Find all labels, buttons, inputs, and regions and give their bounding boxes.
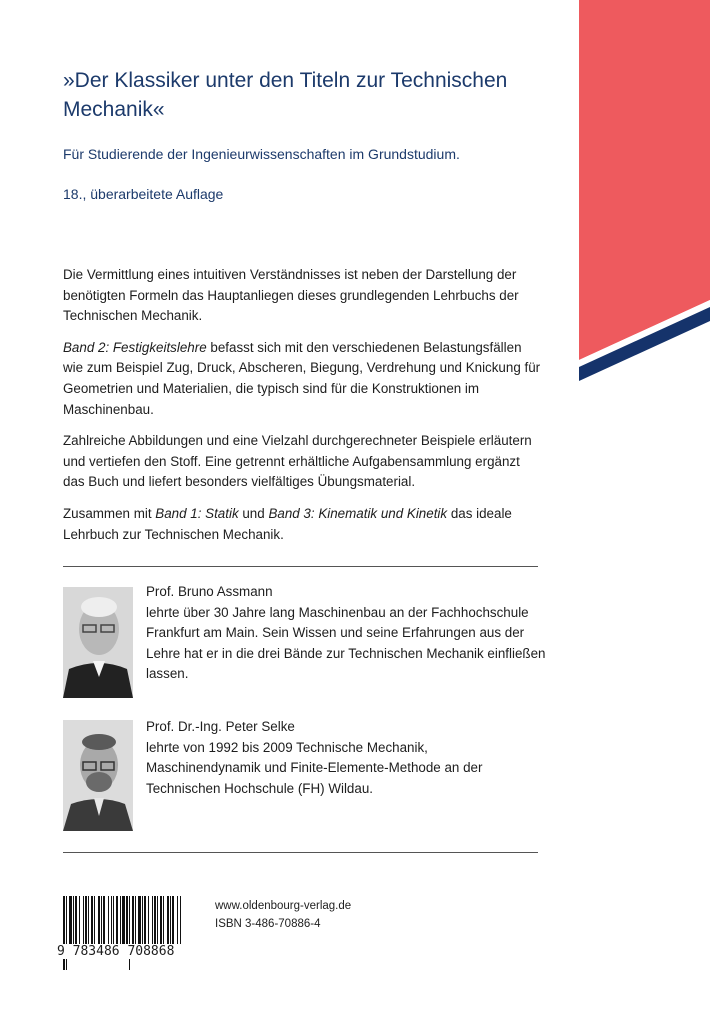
edition-line: 18., überarbeitete Auflage (63, 186, 224, 202)
description (63, 265, 543, 556)
audience-line: Für Studierende der Ingenieurwissenschaften im Grundstudium. (63, 146, 460, 162)
volume-1-title: Band 1: Statik (155, 505, 239, 521)
divider-top (63, 566, 538, 567)
author-photo-selke (63, 720, 133, 831)
publisher-info (215, 897, 351, 933)
isbn-number: ISBN 3-486-70886-4 (215, 918, 321, 930)
publisher-website-link[interactable]: www.oldenbourg-verlag.de (215, 900, 352, 912)
cover-color-band (579, 0, 710, 400)
author-bio-selke (146, 717, 546, 799)
barcode-digits: 9 783486 708868 (57, 944, 187, 959)
description-paragraph-3: Zahlreiche Abbildungen und eine Vielzahl durchgerechneter Beispiele erläutern und vertiefen den Stoff. Eine getrennt erhältliche Aufgabensammlung ergänzt das Buch und liefert besonders vielfältiges Übungsmaterial. (63, 433, 532, 490)
author-text-assmann: lehrte über 30 Jahre lang Maschinenbau an der Fachhochschule Frankfurt am Main. Sein Wissen und seine Erfahrungen aus der Lehre hat er in die drei Bände zur Technischen Mechanik einfließen lassen. (146, 604, 546, 682)
author-photo-assmann (63, 587, 133, 698)
divider-bottom (63, 852, 538, 853)
author-name-assmann: Prof. Bruno Assmann (146, 584, 273, 599)
author-bio-assmann (146, 582, 546, 685)
volume-2-title: Band 2: Festigkeitslehre (63, 339, 207, 355)
description-paragraph-1: Die Vermittlung eines intuitiven Verständnisses ist neben der Darstellung der benötigten Formeln das Hauptanliegen dieses grundlegenden Lehrbuchs der Technischen Mechanik. (63, 267, 519, 324)
author-name-selke: Prof. Dr.-Ing. Peter Selke (146, 719, 295, 734)
author-text-selke: lehrte von 1992 bis 2009 Technische Mechanik, Maschinendynamik und Finite-Elemente-Methode an der Technischen Hochschule (FH) Wildau. (146, 739, 483, 796)
description-paragraph-2: Band 2: Festigkeitslehre befasst sich mit den verschiedenen Belastungsfällen wie zum Beispiel Zug, Druck, Abscheren, Biegung, Verdrehung und Knickung für Geometrien und Materialien, die typisch sind für die Konstruktionen im Maschinenbau. (63, 339, 541, 417)
volume-3-title: Band 3: Kinematik und Kinetik (268, 505, 448, 521)
description-paragraph-4: Zusammen mit Band 1: Statik und Band 3: Kinematik und Kinetik das ideale Lehrbuch zur Technischen Mechanik. (63, 505, 512, 542)
book-tagline: »Der Klassiker unter den Titeln zur Technischen Mechanik« (63, 69, 508, 121)
red-band (579, 0, 710, 360)
